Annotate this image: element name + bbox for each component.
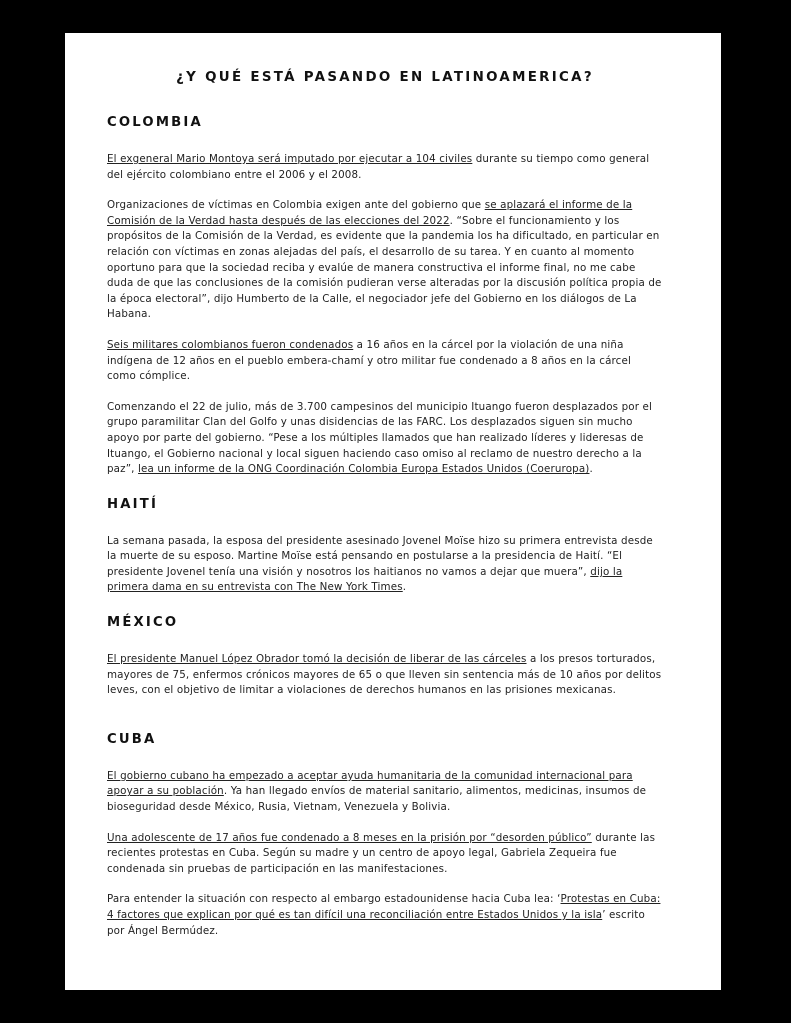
document-content [107,69,663,939]
section-heading-cuba: CUBA [107,731,157,747]
colombia-paragraph-3 [107,338,663,385]
haiti-paragraph-1 [107,534,663,596]
section-heading-mexico: MÉXICO [107,615,179,631]
colombia-p3-text: a 16 años en la cárcel por la violación de una niña indígena de 12 años en el pueblo embera-chamí y otro militar fue condenado a 8 años en la cárcel como cómplice. [107,338,631,383]
mexico-link-amlo[interactable]: El presidente Manuel López Obrador tomó la decisión de liberar de las cárceles [107,653,527,666]
haiti-p1-pre: La semana pasada, la esposa del presidente asesinado Jovenel Moïse hizo su primera entrevista desde la muerte de su esposo. Martine Moïse está pensando en postularse a la presidencia de Haití. “El presidente Jovenel tenía una visión y nosotros los haitianos no vamos a dejar que muera”, [107,534,653,578]
cuba-paragraph-3 [107,892,663,939]
colombia-paragraph-4 [107,400,663,478]
colombia-link-militares[interactable]: Seis militares colombianos fueron condenados [107,338,354,351]
colombia-p4-post: . [589,463,593,476]
cuba-link-adolescente[interactable]: Una adolescente de 17 años fue condenado a 8 meses en la prisión por “desorden público” [107,831,592,844]
cuba-link-ayuda[interactable]: El gobierno cubano ha empezado a aceptar ayuda humanitaria de la comunidad internacional para apoyar a su población [107,769,633,798]
document-page [65,33,721,990]
cuba-p1-text: . Ya han llegado envíos de material sanitario, alimentos, medicinas, insumos de bioseguridad desde México, Rusia, Vietnam, Venezuela y Bolivia. [107,785,647,814]
colombia-p2-pre: Organizaciones de víctimas en Colombia exigen ante del gobierno que [107,199,485,212]
cuba-p3-pre: Para entender la situación con respecto al embargo estadounidense hacia Cuba lea: ‘ [107,893,561,906]
cuba-link-protestas[interactable]: Protestas en Cuba: 4 factores que explican por qué es tan difícil una reconciliación entre Estados Unidos y la isla [107,893,661,921]
colombia-link-coeruropa[interactable]: lea un informe de la ONG Coordinación Colombia Europa Estados Unidos (Coeruropa) [138,463,590,476]
colombia-link-comision-verdad[interactable]: se aplazará el informe de la Comisión de la Verdad hasta después de las elecciones del 2022 [107,199,633,227]
section-heading-haiti: HAITÍ [107,496,159,512]
haiti-link-nyt[interactable]: dijo la primera dama en su entrevista con The New York Times [107,565,623,594]
cuba-p2-text: durante las recientes protestas en Cuba. Según su madre y un centro de apoyo legal, Gabriela Zequeira fue condenada sin pruebas de participación en las manifestaciones. [107,831,656,875]
page-title: ¿Y QUÉ ESTÁ PASANDO EN LATINOAMERICA? [176,70,594,85]
cuba-paragraph-2 [107,831,663,878]
colombia-p4-pre: Comenzando el 22 de julio, más de 3.700 campesinos del municipio Ituango fueron desplazados por el grupo paramilitar Clan del Golfo y unas disidencias de las FARC. Los desplazados siguen sin mucho apoyo por parte del gobierno. “Pese a los múltiples llamados que han realizado líderes y lideresas de Ituango, el Gobierno nacional y local siguen haciendo caso omiso al reclamo de nuestro derecho a la paz”, [107,400,653,476]
colombia-link-montoya[interactable]: El exgeneral Mario Montoya será imputado por ejecutar a 104 civiles [107,153,473,165]
cuba-paragraph-1 [107,769,663,816]
colombia-paragraph-2 [107,198,663,323]
section-heading-colombia: COLOMBIA [107,115,203,130]
colombia-paragraph-1 [107,152,663,183]
colombia-p1-text: durante su tiempo como general del ejército colombiano entre el 2006 y el 2008. [107,153,650,181]
mexico-p1-text: a los presos torturados, mayores de 75, enfermos crónicos mayores de 65 o que lleven sin sentencia más de 10 años por delitos leves, con el objetivo de limitar a violaciones de derechos humanos en las prisiones mexicanas. [107,653,662,697]
haiti-p1-post: . [402,581,407,594]
cuba-p3-post: ’ escrito por Ángel Bermúdez. [107,909,645,937]
mexico-paragraph-1 [107,652,663,699]
colombia-p2-post: . “Sobre el funcionamiento y los propósitos de la Comisión de la Verdad, es evidente que la pandemia los ha dificultado, en particular en relación con víctimas en zonas alejadas del país, el desarrollo de su tarea. Y en cuanto al momento oportuno para que la sociedad reciba y evalúe de manera constructiva el informe final, no me cabe duda de que las conclusiones de la comisión pudieran verse alteradas por la discusión política propia de la época electoral”, dijo Humberto de la Calle, el negociador jefe del Gobierno en los diálogos de La Habana. [107,214,662,321]
